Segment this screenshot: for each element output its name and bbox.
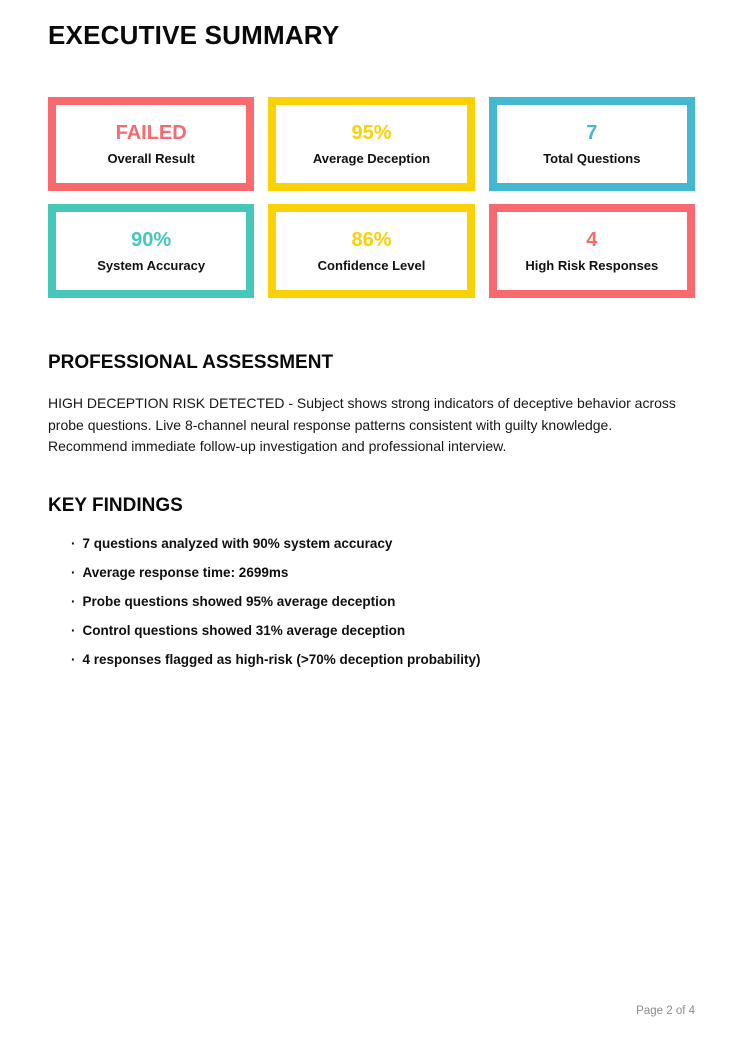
stat-value: 7 [586, 122, 598, 144]
finding-text: Probe questions showed 95% average deception [82, 593, 396, 609]
stat-value: 86% [351, 229, 392, 251]
stat-card [48, 204, 254, 298]
key-findings-list [48, 537, 695, 667]
stat-value: 4 [586, 229, 598, 251]
stat-card [268, 204, 474, 298]
finding-item [71, 537, 695, 551]
finding-item [71, 653, 695, 667]
stat-label: High Risk Responses [525, 258, 659, 273]
stat-card-grid [48, 97, 695, 298]
stat-card [268, 97, 474, 191]
finding-text: Average response time: 2699ms [82, 564, 289, 580]
finding-item [71, 624, 695, 638]
professional-assessment-body: HIGH DECEPTION RISK DETECTED - Subject shows strong indicators of deceptive behavior across probe questions. Live 8-channel neural response patterns consistent with guilty knowledge. Recommend immediate follow-up investigation and professional interview. [48, 395, 676, 454]
stat-value: 90% [131, 229, 172, 251]
finding-text: 4 responses flagged as high-risk (>70% deception probability) [82, 651, 481, 667]
finding-text: Control questions showed 31% average deception [82, 622, 406, 638]
stat-label: System Accuracy [97, 258, 206, 273]
finding-item [71, 595, 695, 609]
professional-assessment-heading: PROFESSIONAL ASSESSMENT [48, 352, 334, 373]
bullet-icon: · [71, 651, 76, 667]
finding-item [71, 566, 695, 580]
stat-label: Overall Result [107, 151, 195, 166]
bullet-icon: · [71, 564, 76, 580]
finding-text: 7 questions analyzed with 90% system accuracy [82, 535, 393, 551]
bullet-icon: · [71, 622, 76, 638]
stat-card [489, 204, 695, 298]
stat-value: 95% [351, 122, 392, 144]
bullet-icon: · [71, 593, 76, 609]
stat-label: Confidence Level [317, 258, 426, 273]
bullet-icon: · [71, 535, 76, 551]
key-findings-heading: KEY FINDINGS [48, 494, 183, 516]
stat-card [48, 97, 254, 191]
page-title: EXECUTIVE SUMMARY [48, 20, 340, 50]
stat-value: FAILED [115, 122, 187, 144]
page-number: Page 2 of 4 [636, 1005, 695, 1017]
stat-card [489, 97, 695, 191]
stat-label: Total Questions [543, 151, 641, 166]
stat-label: Average Deception [312, 151, 431, 166]
